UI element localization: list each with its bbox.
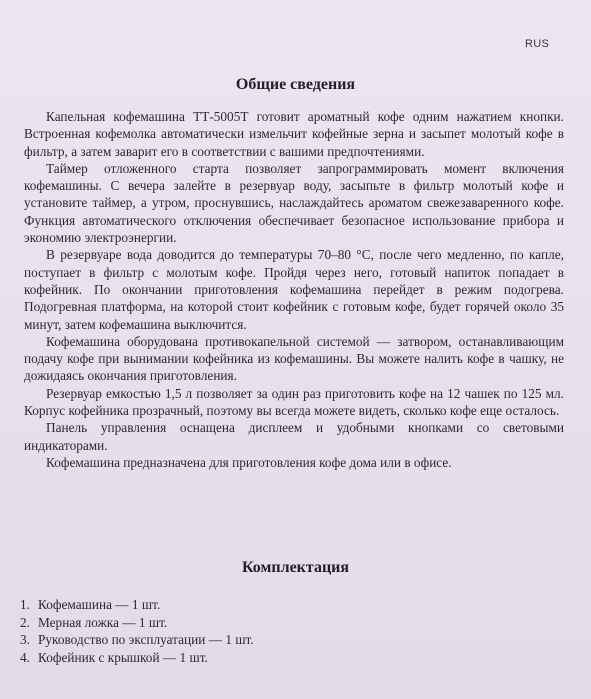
list-text: Руководство по эксплуатации — 1 шт.: [38, 632, 254, 647]
language-label: RUS: [525, 38, 550, 50]
section-title-package: Комплектация: [241, 559, 350, 576]
list-item: [20, 614, 254, 632]
paragraph: В резервуаре вода доводится до температуры 70–80 °С, после чего медленно, по капле, поступает в фильтр с молотым кофе. Пройдя через него, готовый напиток попадает в кофейник. По окончании приготовления кофемашина перейдет в режим подогрева. Подогревная платформа, на которой стоит кофейник с готовым кофе, будет горячей около 35 минут, затем кофемашина выключится.: [24, 247, 564, 332]
paragraph: Кофемашина оборудована противокапельной системой — затвором, останавливающим подачу кофе при вынимании кофейника из кофемашины. Вы можете налить кофе в чашку, не дожидаясь окончания приготовления.: [24, 333, 564, 384]
section-title-general: Общие сведения: [235, 76, 356, 93]
general-info-body: [24, 108, 564, 471]
list-number: 4.: [20, 649, 30, 665]
list-item: [20, 649, 254, 667]
list-text: Мерная ложка — 1 шт.: [38, 614, 168, 630]
paragraph: Таймер отложенного старта позволяет запрограммировать момент включения кофемашины. С вечера залейте в резервуар воду, засыпьте в фильтр молотый кофе и установите таймер, а утром, проснувшись, наслаждайтесь ароматом свежезаваренного кофе. Функция автоматического отключения обеспечивает безопасное использование прибора и экономию электроэнергии.: [24, 160, 564, 246]
paragraph: Капельная кофемашина ТТ-5005Т готовит ароматный кофе одним нажатием кнопки. Встроенная кофемолка автоматически измельчит кофейные зерна и засыпет молотый кофе в фильтр, а затем заварит его в соответствии с вашими предпочтениями.: [24, 109, 564, 159]
list-text: Кофемашина — 1 шт.: [38, 597, 161, 612]
list-item: [20, 631, 254, 649]
paragraph: Панель управления оснащена дисплеем и удобными кнопками со световыми индикаторами.: [24, 420, 564, 453]
list-number: 1.: [20, 597, 30, 612]
package-list: [20, 596, 254, 666]
list-text: Кофейник с крышкой — 1 шт.: [38, 649, 208, 665]
list-number: 3.: [20, 632, 30, 647]
paragraph: Резервуар емкостью 1,5 л позволяет за один раз приготовить кофе на 12 чашек по 125 мл. Корпус кофейника прозрачный, поэтому вы всегда можете видеть, сколько кофе еще осталось.: [24, 385, 564, 419]
list-item: [20, 596, 254, 614]
list-number: 2.: [20, 614, 30, 630]
paragraph: Кофемашина предназначена для приготовления кофе дома или в офисе.: [46, 454, 452, 470]
